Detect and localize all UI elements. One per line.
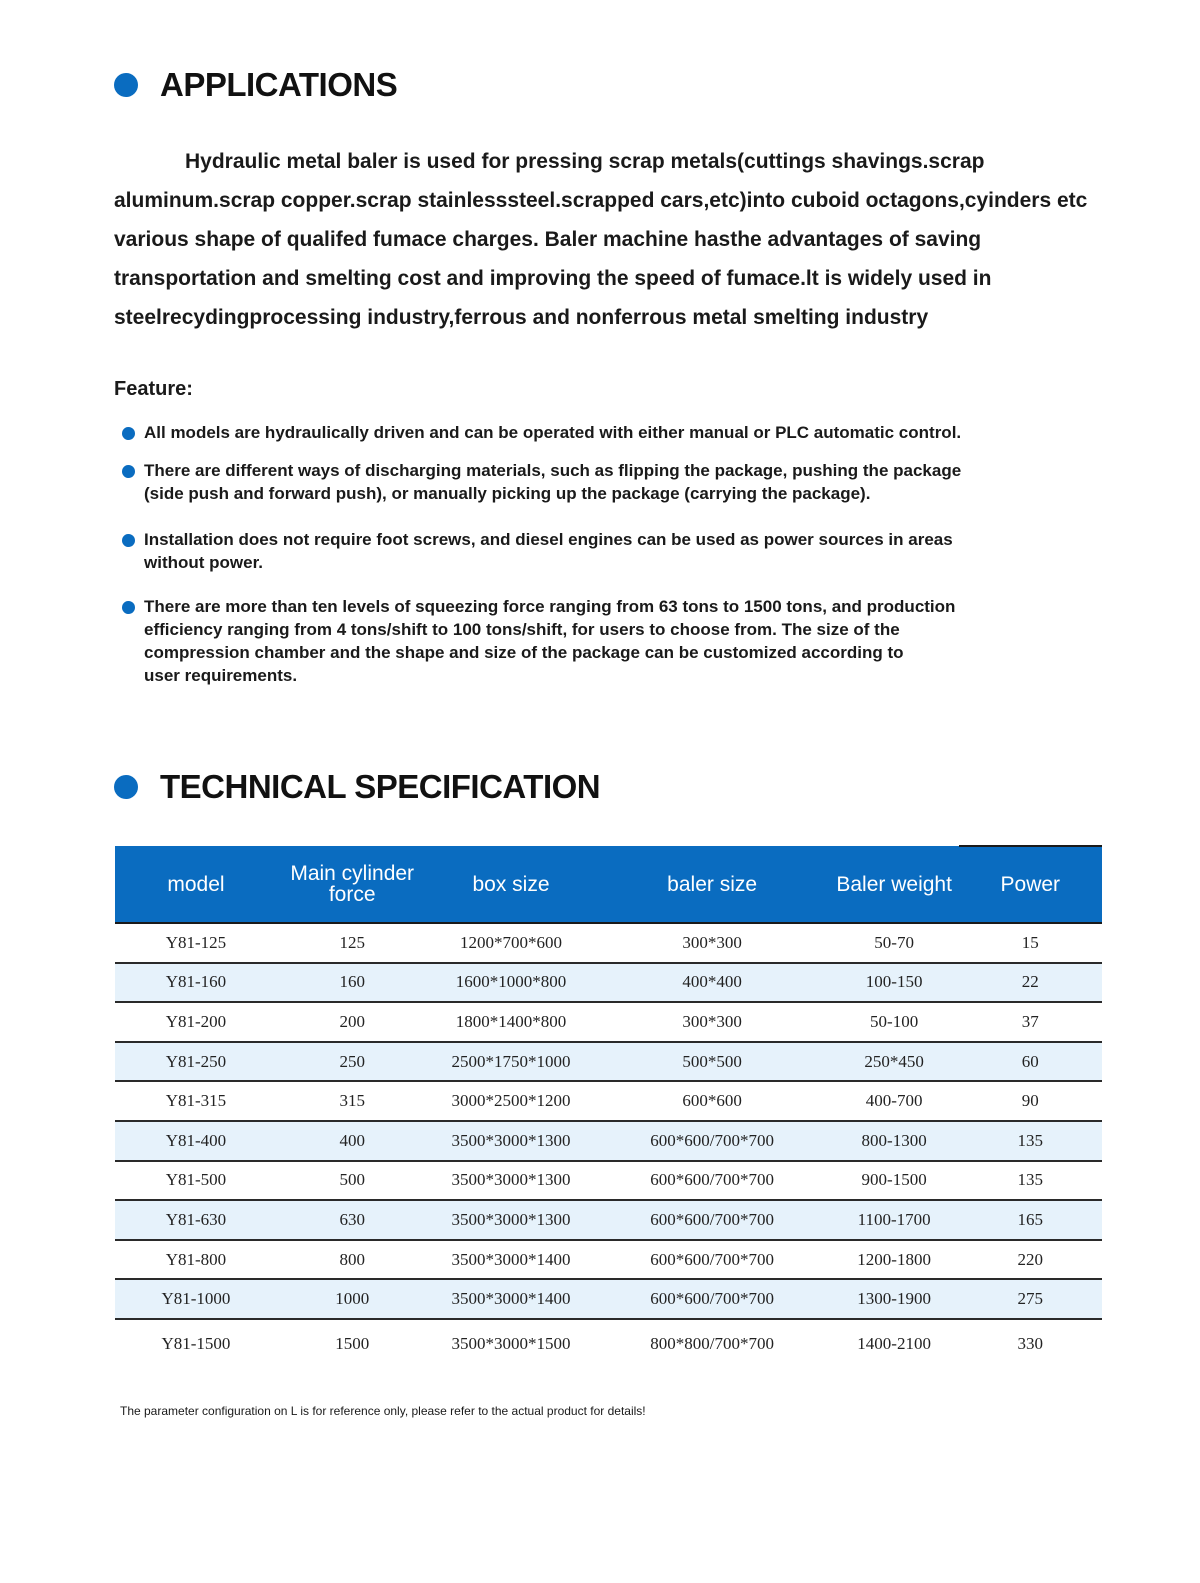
- cell-baler-weight: 50-100: [830, 1002, 959, 1042]
- cell-force: 630: [277, 1200, 428, 1240]
- cell-baler-weight: 800-1300: [830, 1121, 959, 1161]
- cell-baler-size: 600*600/700*700: [595, 1200, 830, 1240]
- cell-force: 315: [277, 1081, 428, 1121]
- feature-item: [122, 595, 1002, 687]
- cell-baler-size: 800*800/700*700: [650, 1334, 774, 1354]
- cell-power: 15: [959, 923, 1102, 963]
- feature-line: user requirements.: [144, 666, 298, 685]
- intro-line: Hydraulic metal baler is used for pressing scrap metals(cuttings shavings.scrap: [185, 150, 985, 173]
- bullet-dot-icon: [114, 775, 138, 799]
- feature-title: Feature:: [114, 378, 193, 400]
- table-row: [115, 1161, 1102, 1201]
- feature-line: (side push and forward push), or manually picking up the package (carrying the package).: [144, 484, 871, 503]
- cell-power: 37: [959, 1002, 1102, 1042]
- intro-line: aluminum.scrap copper.scrap stainlesssteel.scrapped cars,etc)into cuboid octagons,cyinders etc: [114, 189, 1088, 212]
- cell-box-size: 3500*3000*1400: [427, 1279, 594, 1319]
- bullet-dot-icon: [122, 601, 135, 614]
- table-row: [115, 1121, 1102, 1161]
- cell-baler-size: 600*600/700*700: [595, 1240, 830, 1280]
- feature-line: There are more than ten levels of squeezing force ranging from 63 tons to 1500 tons, and production: [144, 597, 956, 616]
- cell-force: 800: [277, 1240, 428, 1280]
- cell-baler-weight: 1100-1700: [830, 1200, 959, 1240]
- cell-box-size: 3500*3000*1300: [427, 1200, 594, 1240]
- table-row: [115, 1240, 1102, 1280]
- cell-model: Y81-630: [115, 1200, 277, 1240]
- spec-table: [115, 845, 1102, 1369]
- cell-model: Y81-200: [115, 1002, 277, 1042]
- header-power: Power: [959, 846, 1102, 923]
- cell-baler-size: 600*600/700*700: [595, 1161, 830, 1201]
- cell-force: 1000: [277, 1279, 428, 1319]
- cell-baler-size: 300*300: [595, 923, 830, 963]
- cell-baler-weight: 50-70: [830, 923, 959, 963]
- cell-power: 22: [959, 963, 1102, 1003]
- bullet-dot-icon: [122, 427, 135, 440]
- intro-line: transportation and smelting cost and improving the speed of fumace.lt is widely used in: [114, 267, 992, 290]
- cell-baler-size: 600*600: [595, 1081, 830, 1121]
- cell-force: 200: [277, 1002, 428, 1042]
- feature-item: [122, 421, 1002, 444]
- cell-power: 220: [959, 1240, 1102, 1280]
- cell-force: 160: [277, 963, 428, 1003]
- table-row: [115, 1002, 1102, 1042]
- cell-box-size: 3500*3000*1300: [427, 1161, 594, 1201]
- cell-baler-size: 500*500: [595, 1042, 830, 1082]
- cell-model: Y81-315: [115, 1081, 277, 1121]
- header-main-cylinder-force: Main cylinder force: [277, 846, 428, 923]
- header-baler-size: baler size: [595, 846, 830, 923]
- cell-box-size: 2500*1750*1000: [427, 1042, 594, 1082]
- feature-line: efficiency ranging from 4 tons/shift to 100 tons/shift, for users to choose from. The size of the: [144, 620, 900, 639]
- intro-line: steelrecydingprocessing industry,ferrous and nonferrous metal smelting industry: [114, 306, 929, 329]
- feature-line: without power.: [144, 553, 263, 572]
- applications-heading: [114, 66, 397, 104]
- feature-line: There are different ways of discharging materials, such as flipping the package, pushing the package: [144, 461, 962, 480]
- cell-box-size: 3500*3000*1300: [427, 1121, 594, 1161]
- cell-box-size: 1600*1000*800: [427, 963, 594, 1003]
- cell-baler-size: 400*400: [595, 963, 830, 1003]
- feature-text: [122, 595, 1002, 687]
- spec-table-body: [115, 923, 1102, 1369]
- feature-item: [122, 459, 1002, 505]
- bullet-dot-icon: [114, 73, 138, 97]
- cell-model: Y81-1500: [161, 1334, 231, 1354]
- cell-power: 135: [959, 1121, 1102, 1161]
- header-baler-weight: Baler weight: [830, 846, 959, 923]
- cell-model: Y81-500: [115, 1161, 277, 1201]
- cell-force: 500: [277, 1161, 428, 1201]
- cell-force: 250: [277, 1042, 428, 1082]
- cell-force: 125: [277, 923, 428, 963]
- cell-power: 330: [1017, 1334, 1044, 1354]
- feature-line: All models are hydraulically driven and can be operated with either manual or PLC automatic control.: [144, 423, 962, 442]
- cell-model: Y81-400: [115, 1121, 277, 1161]
- header-box-size: box size: [427, 846, 594, 923]
- cell-box-size: 1800*1400*800: [427, 1002, 594, 1042]
- feature-line: compression chamber and the shape and size of the package can be customized according to: [144, 643, 904, 662]
- table-row: [115, 923, 1102, 963]
- technical-heading: [114, 768, 600, 806]
- cell-model: Y81-1000: [115, 1279, 277, 1319]
- footnote: The parameter configuration on L is for reference only, please refer to the actual product for details!: [120, 1404, 646, 1418]
- applications-intro: [114, 142, 1088, 337]
- cell-model: Y81-800: [115, 1240, 277, 1280]
- feature-text: [122, 459, 1002, 505]
- cell-baler-weight: 400-700: [830, 1081, 959, 1121]
- cell-box-size: 3500*3000*1500: [451, 1334, 571, 1354]
- cell-force: 1500: [335, 1334, 370, 1354]
- cell-model: Y81-250: [115, 1042, 277, 1082]
- table-row: [115, 1042, 1102, 1082]
- bullet-dot-icon: [122, 465, 135, 478]
- cell-power: 90: [959, 1081, 1102, 1121]
- cell-baler-weight: 1200-1800: [830, 1240, 959, 1280]
- table-header-row: [115, 846, 1102, 923]
- table-row: [115, 1200, 1102, 1240]
- table-row: [115, 963, 1102, 1003]
- feature-text: [122, 528, 1002, 574]
- cell-box-size: 1200*700*600: [427, 923, 594, 963]
- cell-model: Y81-160: [115, 963, 277, 1003]
- cell-baler-size: 300*300: [595, 1002, 830, 1042]
- cell-power: 275: [959, 1279, 1102, 1319]
- table-row: [115, 1319, 1102, 1369]
- cell-power: 135: [959, 1161, 1102, 1201]
- table-row: [115, 1081, 1102, 1121]
- cell-model: Y81-125: [115, 923, 277, 963]
- feature-text: [122, 421, 1002, 444]
- cell-baler-weight: 100-150: [830, 963, 959, 1003]
- header-model: model: [115, 846, 277, 923]
- technical-title: TECHNICAL SPECIFICATION: [160, 768, 601, 805]
- cell-baler-weight: 1400-2100: [857, 1334, 931, 1354]
- cell-force: 400: [277, 1121, 428, 1161]
- cell-power: 60: [959, 1042, 1102, 1082]
- cell-baler-weight: 1300-1900: [830, 1279, 959, 1319]
- cell-baler-weight: 250*450: [830, 1042, 959, 1082]
- cell-baler-size: 600*600/700*700: [595, 1121, 830, 1161]
- intro-line: various shape of qualifed fumace charges. Baler machine hasthe advantages of saving: [114, 228, 982, 251]
- cell-box-size: 3000*2500*1200: [427, 1081, 594, 1121]
- applications-title: APPLICATIONS: [160, 66, 398, 103]
- cell-baler-weight: 900-1500: [830, 1161, 959, 1201]
- bullet-dot-icon: [122, 534, 135, 547]
- feature-line: Installation does not require foot screws, and diesel engines can be used as power sources in areas: [144, 530, 953, 549]
- cell-baler-size: 600*600/700*700: [595, 1279, 830, 1319]
- cell-box-size: 3500*3000*1400: [427, 1240, 594, 1280]
- cell-power: 165: [959, 1200, 1102, 1240]
- feature-item: [122, 528, 1002, 574]
- table-row: [115, 1279, 1102, 1319]
